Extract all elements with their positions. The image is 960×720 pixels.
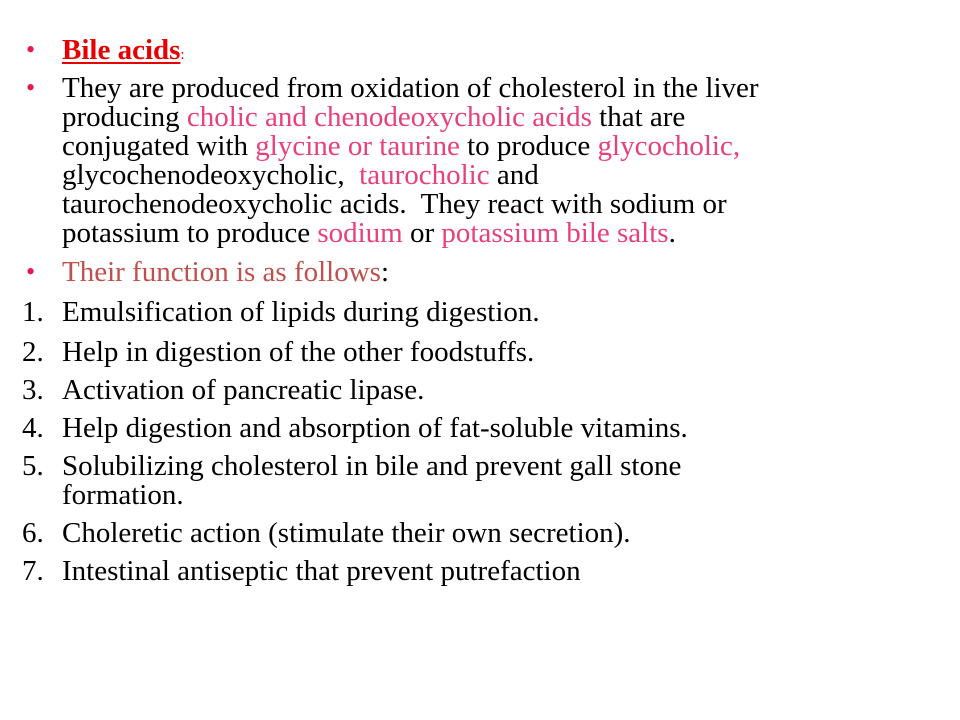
intro-text: glycochenodeoxycholic, (62, 159, 360, 191)
intro-text: taurochenodeoxycholic acids. They react with sodium or (62, 188, 727, 220)
function-number: 3. (22, 374, 44, 406)
highlighted-term: taurocholic (359, 159, 490, 191)
intro-text: They are produced from oxidation of cholesterol in the liver (62, 72, 759, 104)
function-number: 1. (22, 296, 44, 328)
intro-text: . (668, 217, 676, 249)
intro-line (62, 103, 922, 132)
heading-text (62, 36, 922, 70)
highlighted-term: glycocholic, (597, 130, 741, 162)
function-text (62, 519, 932, 548)
bullet-icon: • (26, 35, 36, 64)
bile-acids-heading: Bile acids (62, 34, 181, 66)
function-heading-text (62, 258, 922, 287)
highlighted-term: potassium bile salts (441, 217, 669, 249)
function-line: formation. (62, 479, 184, 511)
intro-text: that are (591, 101, 686, 133)
intro-line (62, 132, 922, 161)
function-line: Activation of pancreatic lipase. (62, 374, 425, 406)
function-line: Emulsification of lipids during digestion. (62, 296, 540, 328)
function-number: 7. (22, 555, 44, 587)
intro-text: conjugated with (62, 130, 256, 162)
heading-colon: : (180, 47, 185, 63)
function-heading-colon: : (380, 256, 390, 288)
function-line: Help in digestion of the other foodstuffs. (62, 336, 535, 368)
bullet-icon: • (26, 257, 36, 286)
intro-text: or (402, 217, 442, 249)
function-text (62, 414, 932, 443)
intro-line (62, 74, 922, 103)
intro-text: to produce (459, 130, 598, 162)
function-number: 6. (22, 517, 44, 549)
function-line: Solubilizing cholesterol in bile and prevent gall stone (62, 450, 682, 482)
highlighted-term: glycine or taurine (255, 130, 460, 162)
function-text (62, 557, 932, 586)
intro-text: producing (62, 101, 187, 133)
function-text (62, 338, 932, 367)
intro-line (62, 161, 922, 190)
intro-text: and (489, 159, 539, 191)
function-text (62, 298, 932, 327)
function-number: 2. (22, 336, 44, 368)
function-number: 5. (22, 450, 44, 482)
intro-line (62, 190, 922, 219)
highlighted-term: sodium (317, 217, 403, 249)
bullet-icon: • (26, 73, 36, 102)
highlighted-term: cholic and chenodeoxycholic acids (186, 101, 592, 133)
function-text (62, 452, 932, 510)
function-line: Intestinal antiseptic that prevent putrefaction (62, 555, 581, 587)
function-heading: Their function is as follows (62, 256, 381, 288)
intro-paragraph (62, 74, 922, 248)
function-line: Help digestion and absorption of fat-soluble vitamins. (62, 412, 688, 444)
function-number: 4. (22, 412, 44, 444)
function-text (62, 376, 932, 405)
intro-line (62, 219, 922, 248)
function-line: Choleretic action (stimulate their own secretion). (62, 517, 631, 549)
intro-text: potassium to produce (62, 217, 318, 249)
